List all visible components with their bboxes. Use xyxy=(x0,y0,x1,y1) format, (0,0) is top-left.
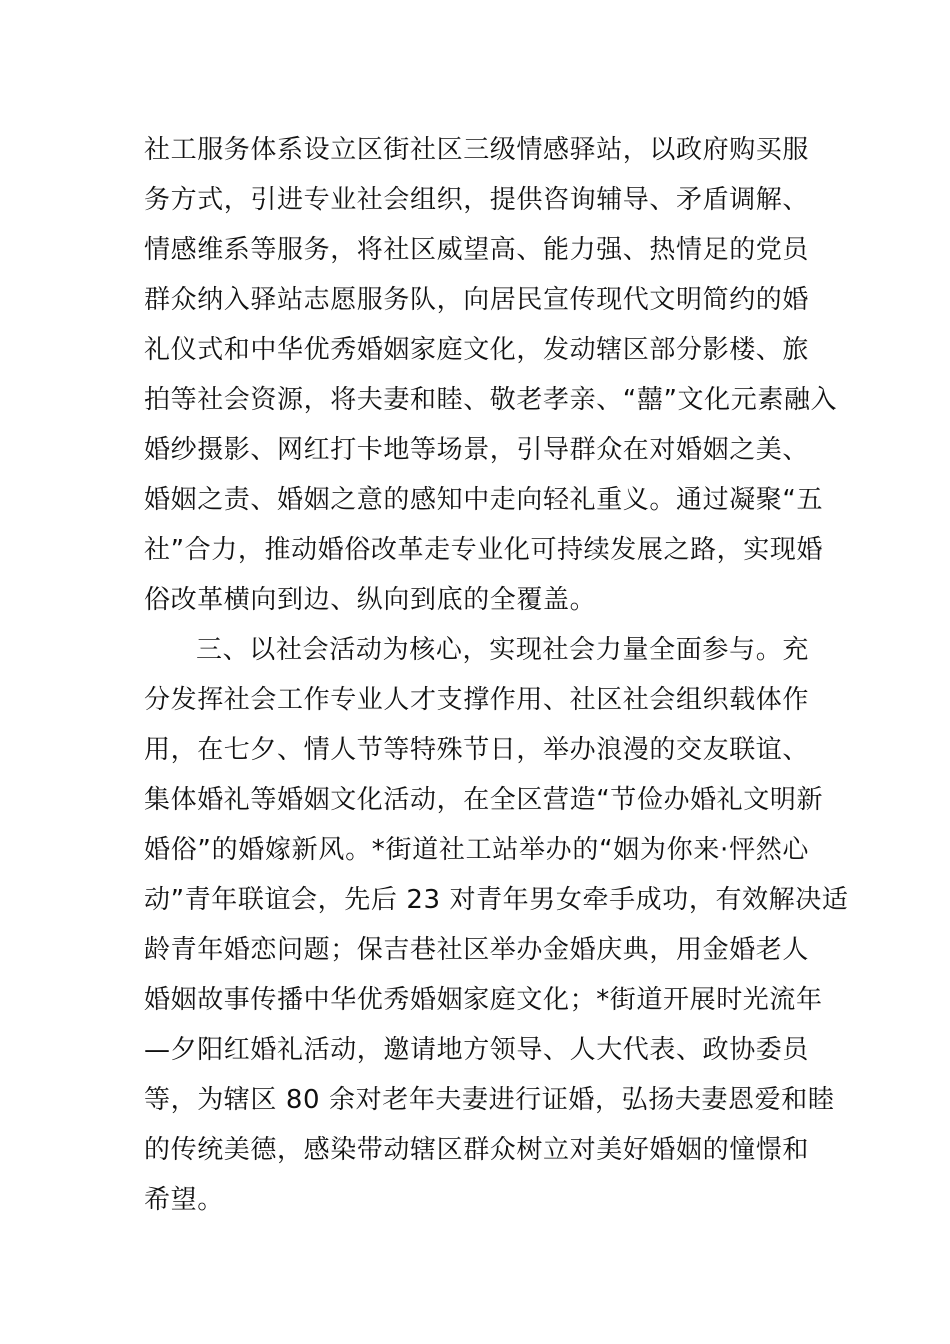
text-line: 拍等社会资源，将夫妻和睦、敬老孝亲、“囍”文化元素融入 xyxy=(144,385,838,415)
text-line: 群众纳入驿站志愿服务队，向居民宣传现代文明简约的婚 xyxy=(144,285,810,315)
section-heading-line: 三、以社会活动为核心，实现社会力量全面参与。充 xyxy=(196,635,809,665)
text-line: 社工服务体系设立区街社区三级情感驿站，以政府购买服 xyxy=(144,135,810,165)
text-line: 龄青年婚恋问题；保吉巷社区举办金婚庆典，用金婚老人 xyxy=(144,935,810,965)
text-line: 务方式，引进专业社会组织，提供咨询辅导、矛盾调解、 xyxy=(144,185,810,215)
text-line: 婚纱摄影、网红打卡地等场景，引导群众在对婚姻之美、 xyxy=(144,435,810,465)
text-line: 用，在七夕、情人节等特殊节日，举办浪漫的交友联谊、 xyxy=(144,735,810,765)
text-line: 礼仪式和中华优秀婚姻家庭文化，发动辖区部分影楼、旅 xyxy=(144,335,810,365)
document-body xyxy=(144,125,849,1225)
paragraph-last-line: 俗改革横向到边、纵向到底的全覆盖。 xyxy=(144,585,597,615)
text-line: 社”合力，推动婚俗改革走专业化可持续发展之路，实现婚 xyxy=(144,535,824,565)
text-line: 的传统美德，感染带动辖区群众树立对美好婚姻的憧憬和 xyxy=(144,1135,810,1165)
text-line: 婚姻之责、婚姻之意的感知中走向轻礼重义。通过凝聚“五 xyxy=(144,485,824,515)
text-line: 情感维系等服务，将社区威望高、能力强、热情足的党员 xyxy=(144,235,810,265)
text-line: 婚俗”的婚嫁新风。*街道社工站举办的“姻为你来·怦然心 xyxy=(144,835,809,865)
text-line: 集体婚礼等婚姻文化活动，在全区营造“节俭办婚礼文明新 xyxy=(144,785,824,815)
text-line: 婚姻故事传播中华优秀婚姻家庭文化；*街道开展时光流年 xyxy=(144,985,823,1015)
text-line: 动”青年联谊会，先后 23 对青年男女牵手成功，有效解决适 xyxy=(144,885,849,915)
paragraph-last-line: 希望。 xyxy=(144,1185,224,1215)
text-line: 等，为辖区 80 余对老年夫妻进行证婚，弘扬夫妻恩爱和睦 xyxy=(144,1085,835,1115)
text-line: —夕阳红婚礼活动，邀请地方领导、人大代表、政协委员 xyxy=(144,1035,810,1065)
text-line: 分发挥社会工作专业人才支撑作用、社区社会组织载体作 xyxy=(144,685,810,715)
